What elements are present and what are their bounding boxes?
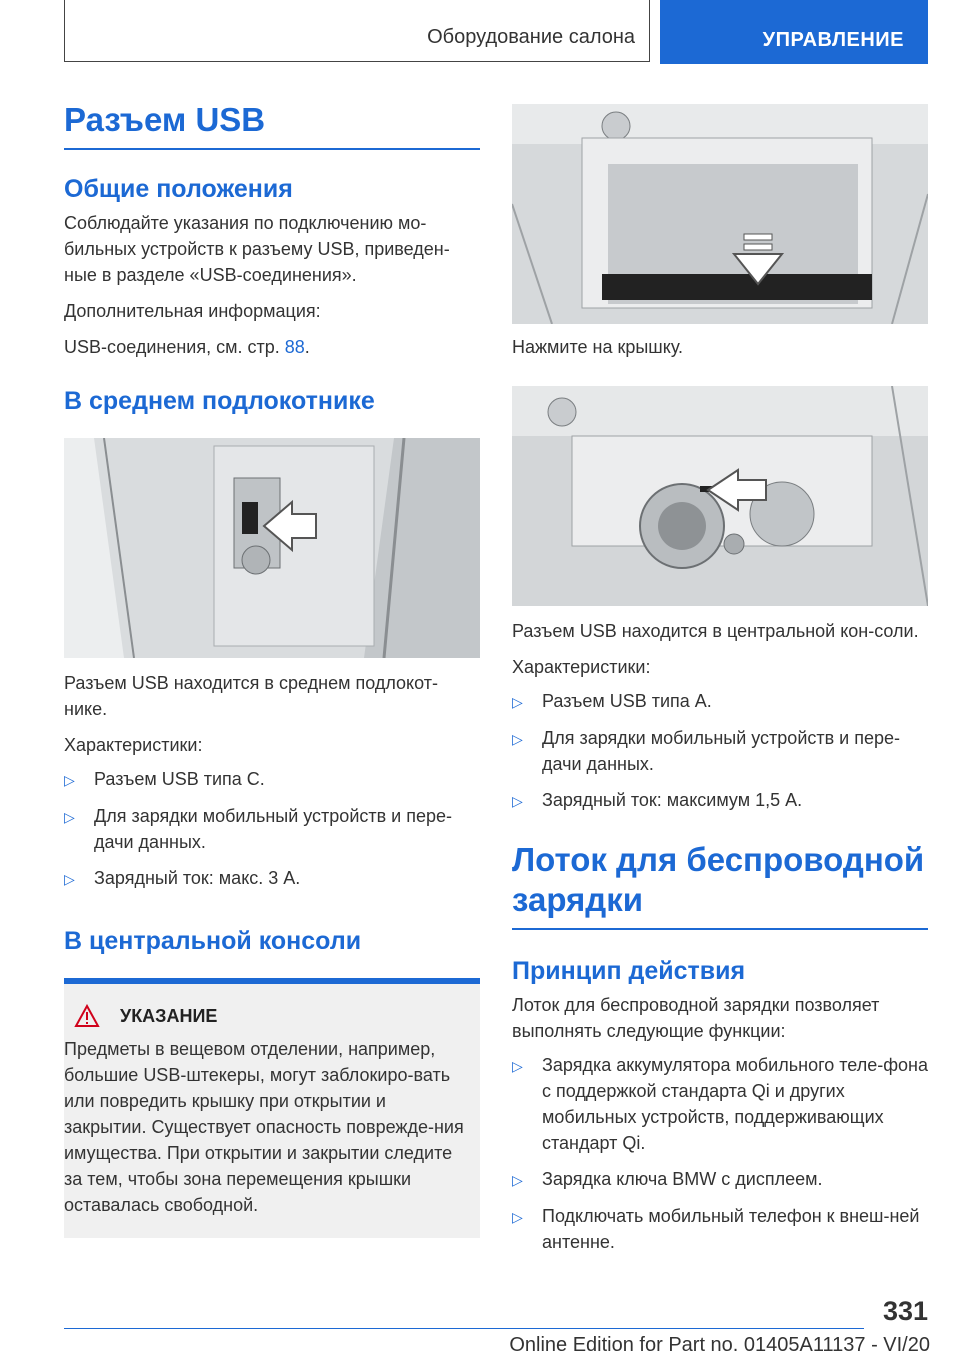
triangle-bullet-icon: ▷ bbox=[512, 1172, 523, 1188]
wireless-title: Лоток для беспроводной зарядки bbox=[512, 841, 925, 918]
list-item bbox=[512, 1052, 928, 1156]
photo2-caption: Разъем USB находится в центральной кон-соли. bbox=[512, 621, 919, 641]
warning-header bbox=[64, 1004, 480, 1028]
general-paragraph: Соблюдайте указания по подключению мо-бильных устройств к разъему USB, приведен-ные в разделе «USB-соединения». bbox=[64, 213, 450, 285]
usb-reference bbox=[64, 334, 480, 360]
wireless-title-block bbox=[512, 840, 928, 930]
list-item-text: Зарядный ток: максимум 1,5 A. bbox=[542, 790, 803, 810]
list-item bbox=[512, 688, 928, 715]
list-item bbox=[64, 865, 480, 892]
console-closed-illustration bbox=[512, 104, 928, 324]
footer-edition: Online Edition for Part no. 01405A11137 - VI/20 bbox=[509, 1334, 930, 1356]
triangle-bullet-icon: ▷ bbox=[64, 772, 75, 788]
page-header bbox=[64, 0, 928, 64]
list-item-text: Разъем USB типа C. bbox=[94, 769, 265, 789]
photo1-caption: Нажмите на крышку. bbox=[512, 337, 684, 357]
console-heading: В центральной консоли bbox=[64, 927, 362, 955]
armrest-features-label: Характеристики: bbox=[64, 735, 203, 755]
chapter-tab: УПРАВЛЕНИЕ bbox=[660, 0, 928, 64]
list-item-text: Зарядка аккумулятора мобильного теле-фона с поддержкой стандарта Qi и других мобильных устройств, поддерживающих стандарт Qi. bbox=[542, 1055, 928, 1153]
warning-triangle-icon bbox=[74, 1004, 100, 1028]
usb-reference-text: USB-соединения, см. стр. bbox=[64, 337, 285, 357]
triangle-bullet-icon: ▷ bbox=[64, 871, 75, 887]
list-item bbox=[512, 787, 928, 814]
usb-reference-end: . bbox=[304, 337, 310, 357]
general-heading: Общие положения bbox=[64, 175, 293, 203]
warning-box bbox=[64, 978, 480, 1238]
right-column bbox=[512, 104, 928, 1255]
footer-divider bbox=[64, 1328, 864, 1329]
list-item-text: Для зарядки мобильный устройств и пере-дачи данных. bbox=[94, 806, 453, 852]
list-item bbox=[512, 725, 928, 777]
armrest-caption: Разъем USB находится в среднем подлокот-нике. bbox=[64, 673, 438, 719]
list-item-text: Зарядка ключа BMW с дисплеем. bbox=[542, 1169, 823, 1189]
list-item-text: Зарядный ток: макс. 3 A. bbox=[94, 868, 301, 888]
principle-list bbox=[512, 1052, 928, 1255]
triangle-bullet-icon: ▷ bbox=[512, 793, 523, 809]
console-open-illustration bbox=[512, 386, 928, 606]
list-item bbox=[64, 766, 480, 793]
section-title: Оборудование салона bbox=[64, 0, 650, 62]
list-item bbox=[64, 803, 480, 855]
triangle-bullet-icon: ▷ bbox=[512, 1209, 523, 1225]
armrest-features-list bbox=[64, 766, 480, 892]
principle-heading: Принцип действия bbox=[512, 957, 746, 985]
page-number: 331 bbox=[882, 1296, 928, 1326]
list-item-text: Подключать мобильный телефон к внеш-ней антенне. bbox=[542, 1206, 920, 1252]
warning-title: УКАЗАНИЕ bbox=[120, 1005, 218, 1026]
triangle-bullet-icon: ▷ bbox=[64, 809, 75, 825]
left-column bbox=[64, 100, 480, 1238]
armrest-heading: В среднем подлокотнике bbox=[64, 387, 375, 415]
triangle-bullet-icon: ▷ bbox=[512, 694, 523, 710]
warning-text: Предметы в вещевом отделении, например, большие USB-штекеры, могут заблокиро-вать или повредить крышку при открытии и закрытии. Существует опасность поврежде-ния имущества. При открытии и закрытии следите за тем, чтобы зона перемещения крышки оставалась свободной. bbox=[64, 1039, 464, 1215]
features-label: Характеристики: bbox=[512, 657, 651, 677]
additional-info-label: Дополнительная информация: bbox=[64, 301, 321, 321]
triangle-bullet-icon: ▷ bbox=[512, 731, 523, 747]
list-item-text: Разъем USB типа A. bbox=[542, 691, 712, 711]
title-block bbox=[64, 100, 480, 150]
armrest-illustration bbox=[64, 438, 480, 658]
list-item bbox=[512, 1166, 928, 1193]
list-item bbox=[512, 1203, 928, 1255]
page-link-88[interactable]: 88 bbox=[284, 337, 305, 357]
console-open-photo bbox=[512, 386, 928, 606]
triangle-bullet-icon: ▷ bbox=[512, 1058, 523, 1074]
principle-text: Лоток для беспроводной зарядки позволяет выполнять следующие функции: bbox=[512, 995, 880, 1041]
list-item-text: Для зарядки мобильный устройств и пере-дачи данных. bbox=[542, 728, 901, 774]
armrest-usb-photo bbox=[64, 438, 480, 658]
console-closed-photo bbox=[512, 104, 928, 324]
features-list bbox=[512, 688, 928, 814]
page-title: Разъем USB bbox=[64, 101, 266, 138]
